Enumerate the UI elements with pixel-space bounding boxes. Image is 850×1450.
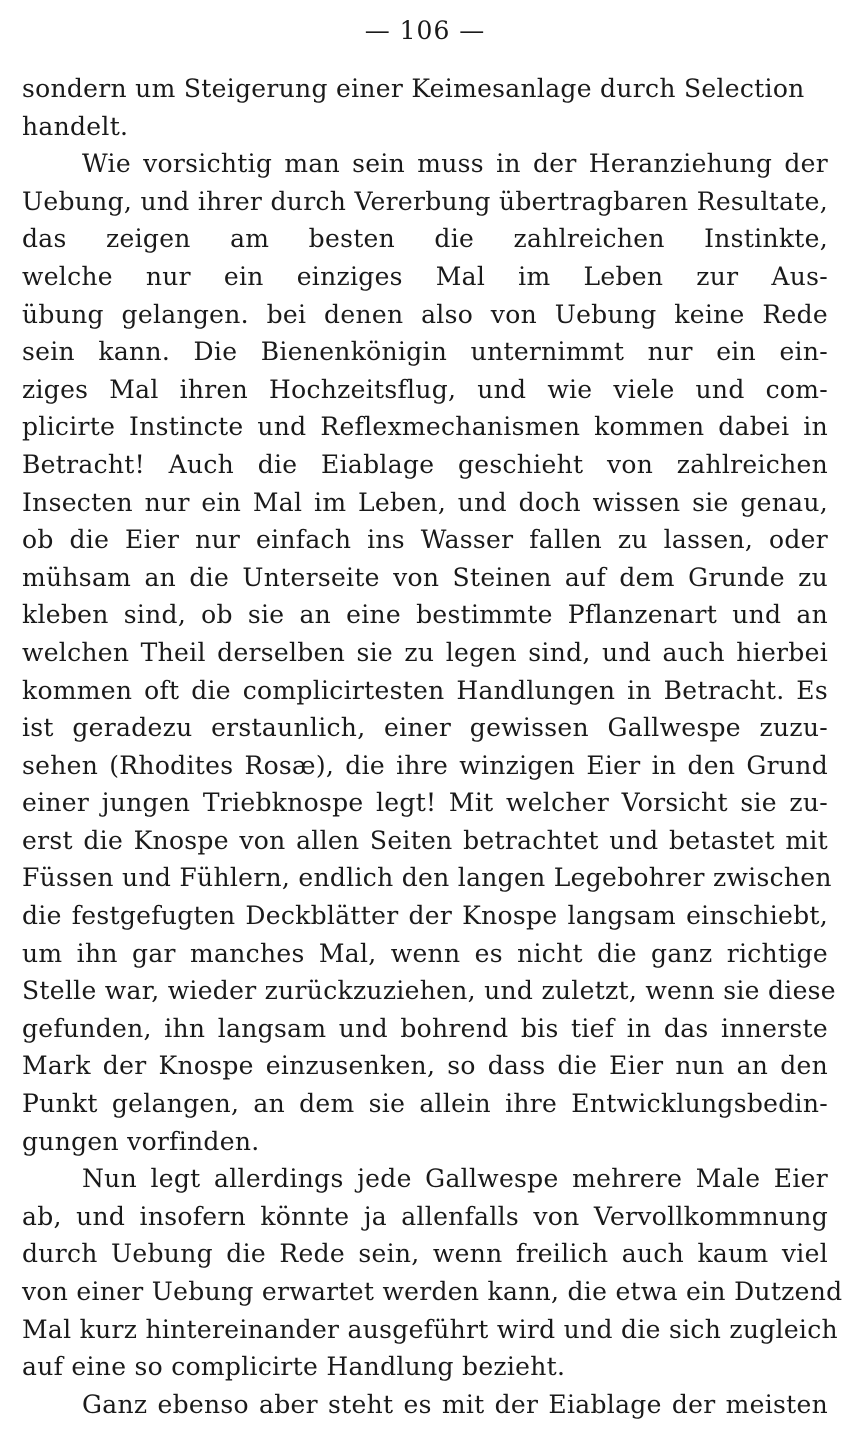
text-line: ist geradezu erstaunlich, einer gewissen Gallwespe zuzu- [22, 713, 828, 743]
text-line: Stelle war, wieder zurückzuziehen, und zuletzt, wenn sie diese [22, 976, 836, 1006]
text-line: mühsam an die Unterseite von Steinen auf dem Grunde zu [22, 562, 828, 592]
text-line: Wie vorsichtig man sein muss in der Heranziehung der [82, 149, 828, 179]
text-line: einer jungen Triebknospe legt! Mit welcher Vorsicht sie zu- [22, 788, 828, 818]
text-line: welche nur ein einziges Mal im Leben zur Aus- [22, 261, 828, 291]
text-line: kleben sind, ob sie an eine bestimmte Pflanzenart und an [22, 600, 828, 630]
text-line: erst die Knospe von allen Seiten betrachtet und betastet mit [22, 825, 828, 855]
text-line: gefunden, ihn langsam und bohrend bis tief in das innerste [22, 1013, 828, 1043]
text-line: handelt. [22, 111, 129, 141]
text-line: sehen (Rhodites Rosæ), die ihre winzigen Eier in den Grund [22, 750, 828, 780]
text-line: Insecten nur ein Mal im Leben, und doch wissen sie genau, [22, 487, 828, 517]
text-line: Füssen und Fühlern, endlich den langen Legebohrer zwischen [22, 863, 832, 893]
text-line: Mark der Knospe einzusenken, so dass die Eier nun an den [22, 1051, 828, 1081]
text-line: plicirte Instincte und Reflexmechanismen kommen dabei in [22, 412, 828, 442]
text-line: die festgefugten Deckblätter der Knospe langsam einschiebt, [22, 901, 828, 931]
body-text [22, 70, 843, 1423]
text-line: Mal kurz hintereinander ausgeführt wird und die sich zugleich [22, 1314, 838, 1344]
text-line: Uebung, und ihrer durch Vererbung übertragbaren Resultate, [22, 186, 828, 216]
text-line: Betracht! Auch die Eiablage geschieht von zahlreichen [22, 449, 828, 479]
text-line: sondern um Steigerung einer Keimesanlage durch Selection [22, 74, 805, 103]
text-line: von einer Uebung erwartet werden kann, die etwa ein Dutzend [22, 1277, 843, 1306]
text-line: kommen oft die complicirtesten Handlungen in Betracht. Es [22, 675, 828, 705]
text-line: durch Uebung die Rede sein, wenn freilich auch kaum viel [22, 1239, 828, 1269]
text-line: gungen vorfinden. [22, 1126, 260, 1156]
text-line: ob die Eier nur einfach ins Wasser fallen zu lassen, oder [22, 525, 828, 555]
text-line: Ganz ebenso aber steht es mit der Eiablage der meisten [82, 1389, 828, 1419]
text-line: Punkt gelangen, an dem sie allein ihre Entwicklungsbedin- [22, 1089, 828, 1119]
text-line: welchen Theil derselben sie zu legen sind, und auch hierbei [22, 637, 828, 667]
text-line: sein kann. Die Bienenkönigin unternimmt nur ein ein- [22, 337, 828, 367]
text-line: ab, und insofern könnte ja allenfalls von Vervollkommnung [22, 1201, 828, 1231]
text-line: übung gelangen. bei denen also von Uebung keine Rede [22, 299, 828, 329]
text-line: um ihn gar manches Mal, wenn es nicht die ganz richtige [22, 938, 828, 968]
text-line: auf eine so complicirte Handlung bezieht. [22, 1352, 566, 1382]
page-number: — 106 — [364, 16, 486, 45]
text-line: Nun legt allerdings jede Gallwespe mehrere Male Eier [82, 1164, 828, 1194]
text-line: das zeigen am besten die zahlreichen Instinkte, [22, 224, 828, 254]
text-line: ziges Mal ihren Hochzeitsflug, und wie viele und com- [22, 374, 828, 404]
